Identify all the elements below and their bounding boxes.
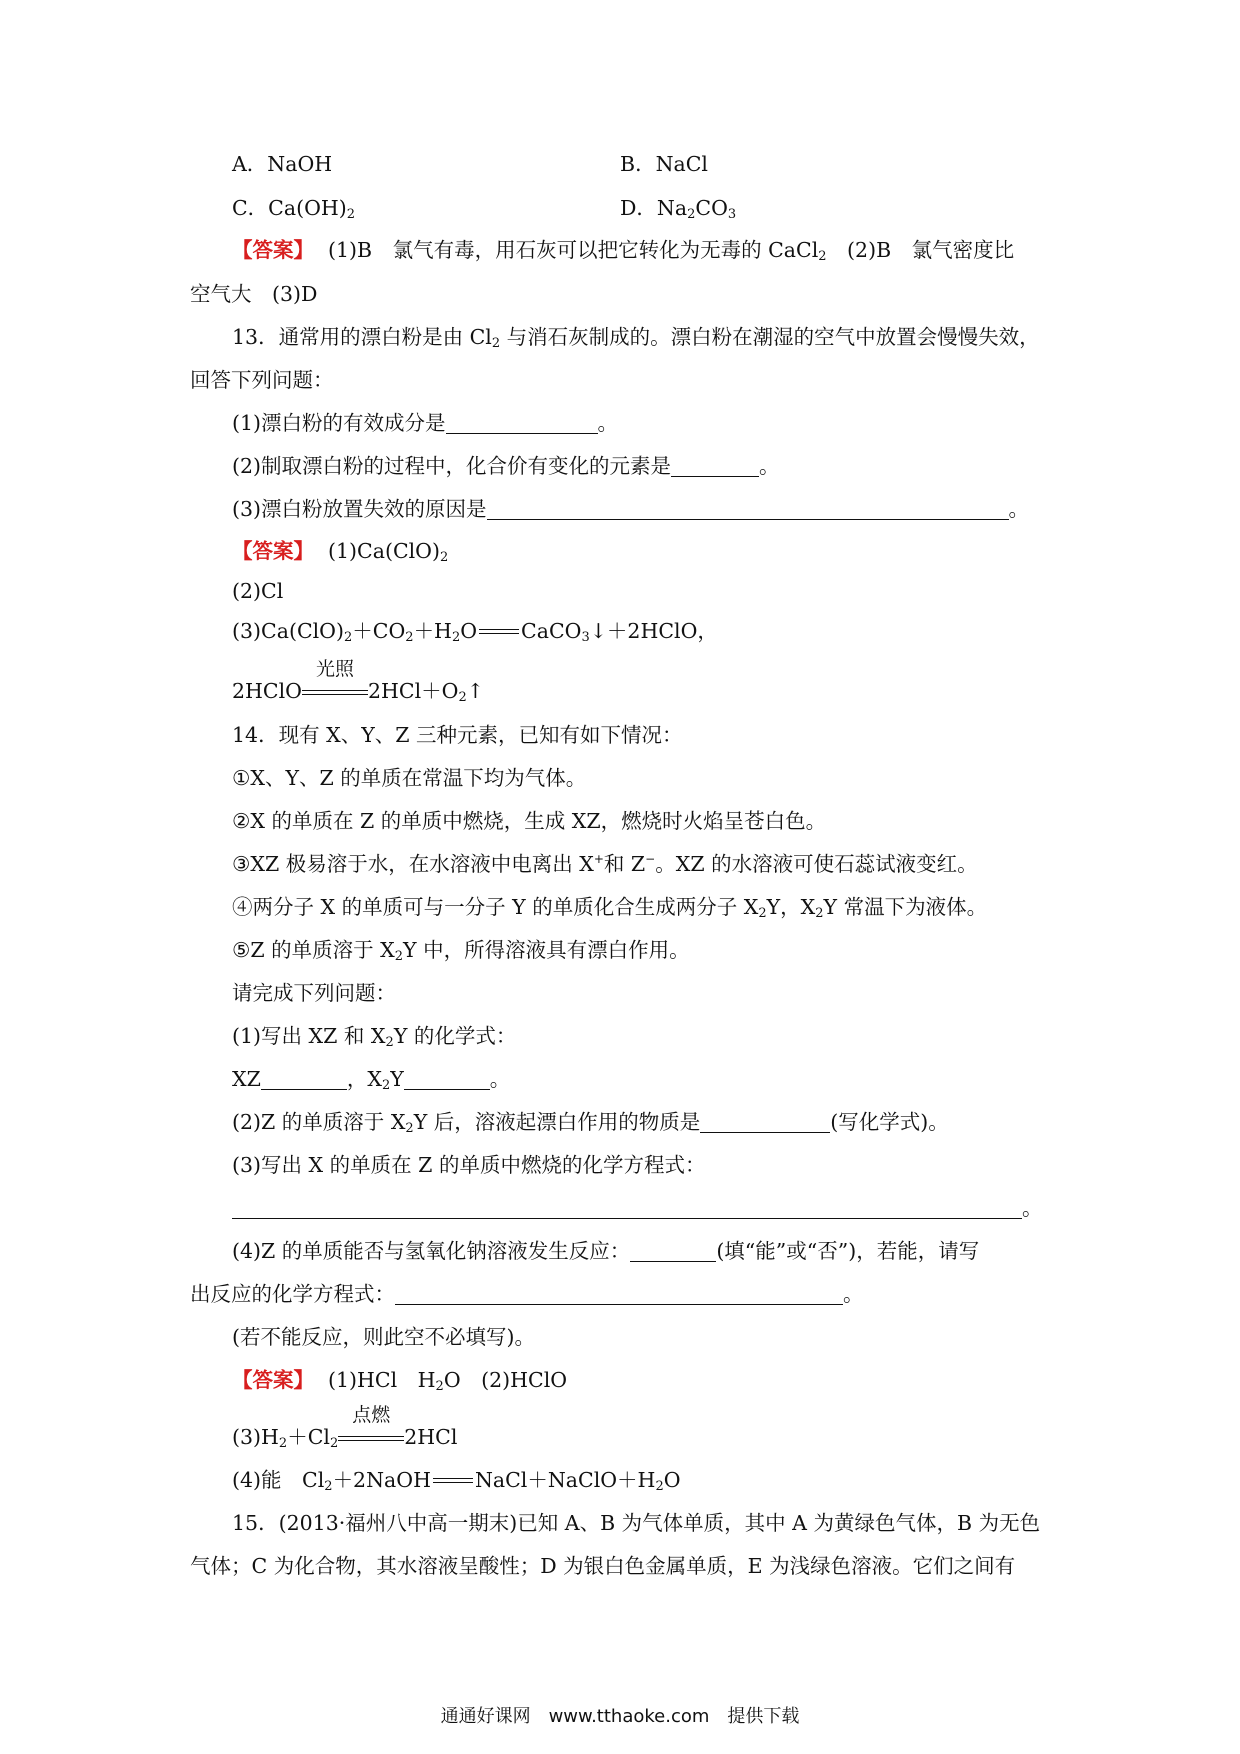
q12-option-c: C．$Ca(OH)_2$ (232, 196, 356, 222)
answer-tag: 【答案】 (232, 1368, 314, 1392)
q14-condition-5: ⑤Z 的单质溶于 $X_2Y$ 中，所得溶液具有漂白作用。 (232, 938, 690, 964)
q13-answer-1: 【答案】 $(1)Ca(ClO)_2$ (232, 539, 449, 565)
q13-answer-3: $(3)Ca(ClO)_2+CO_2+H_2O$ CaCO$_3$↓＋2HClO， (232, 619, 718, 645)
answer-tag: 【答案】 (232, 539, 314, 563)
answer-blank[interactable] (487, 499, 1009, 520)
q13-answer-2: (2)Cl (232, 579, 284, 603)
q15-line-2: 气体；C 为化合物，其水溶液呈酸性；D 为银白色金属单质，E 为浅绿色溶液。它们之间有 (190, 1554, 1016, 1578)
q14-answer-3: $(3)H_2+Cl_2$ 点燃 2HCl (232, 1404, 458, 1451)
q14-part-4-line: 出反应的化学方程式： 。 (190, 1282, 864, 1306)
q14-condition-4: ④两分子 X 的单质可与一分子 Y 的单质化合生成两分子 $X_2Y$，$X_2Y$ 常温下为液体。 (232, 895, 988, 921)
q15-line-1: 15．(2013·福州八中高一期末)已知 A、B 为气体单质，其中 A 为黄绿色气体，B 为无色 (232, 1511, 1041, 1535)
q14-request: 请完成下列问题： (232, 981, 396, 1005)
q13-stem-line-2: 回答下列问题： (190, 368, 334, 392)
q14-part-1: (1)写出 XZ 和 $X_2Y$ 的化学式： (232, 1024, 517, 1050)
answer-tag: 【答案】 (232, 238, 314, 262)
q14-answer-1: 【答案】 (1)HCl $H_2O$ (2)HClO (232, 1368, 568, 1394)
answer-blank[interactable] (671, 456, 759, 477)
answer-blank[interactable] (446, 413, 598, 434)
q14-part-1-blanks: XZ ，$X_2Y$ 。 (232, 1067, 511, 1093)
equals-sign (477, 617, 521, 645)
q14-stem: 14．现有 X、Y、Z 三种元素，已知有如下情况： (232, 723, 683, 747)
q14-condition-3: ③XZ 极易溶于水，在水溶液中电离出 X+和 Z−。XZ 的水溶液可使石蕊试液变红。 (232, 852, 978, 876)
q14-part-3-line: 。 (232, 1194, 1043, 1222)
reaction-condition: 点燃 (338, 1423, 404, 1451)
q14-answer-4: (4)能 $Cl_2+2NaOH$ $NaCl+NaClO+H_2O$ (232, 1468, 681, 1494)
q12-option-b: B．NaCl (620, 152, 708, 176)
q14-part-3: (3)写出 X 的单质在 Z 的单质中燃烧的化学方程式： (232, 1153, 706, 1177)
q13-part-3: (3)漂白粉放置失效的原因是 。 (232, 497, 1030, 521)
q13-part-2: (2)制取漂白粉的过程中，化合价有变化的元素是 。 (232, 454, 780, 478)
q13-answer-4: 2HClO 光照 $2HCl+O_2↑$ (232, 658, 484, 705)
q13-part-1: (1)漂白粉的有效成分是 。 (232, 411, 619, 435)
page-footer: 通通好课网 www.tthaoke.com 提供下载 (440, 1706, 800, 1727)
q14-part-2: (2)Z 的单质溶于 $X_2Y$ 后，溶液起漂白作用的物质是 (写化学式)。 (232, 1110, 949, 1136)
answer-blank[interactable] (395, 1284, 843, 1305)
q14-part-4-note: (若不能反应，则此空不必填写)。 (232, 1325, 535, 1349)
equals-sign (431, 1466, 475, 1494)
q12-option-d: D．$Na_2CO_3$ (620, 196, 737, 222)
q14-condition-1: ①X、Y、Z 的单质在常温下均为气体。 (232, 766, 587, 790)
q12-answer-line-2: 空气大 (3)D (190, 282, 318, 306)
q12-option-a: A．NaOH (232, 152, 333, 176)
q13-stem-line-1: 13．通常用的漂白粉是由 $Cl_2$ 与消石灰制成的。漂白粉在潮湿的空气中放置会慢慢失效， (232, 325, 1040, 351)
answer-blank[interactable] (700, 1112, 830, 1133)
q12-answer-line-1: 【答案】 (1)B 氯气有毒，用石灰可以把它转化为无毒的 CaCl$_2$ (2)B 氯气密度比 (232, 238, 1015, 264)
answer-blank[interactable] (630, 1241, 716, 1262)
q14-part-4: (4)Z 的单质能否与氢氧化钠溶液发生反应： (填“能”或“否”)，若能，请写 (232, 1239, 980, 1263)
answer-blank[interactable] (404, 1069, 490, 1090)
reaction-condition: 光照 (302, 677, 368, 705)
answer-blank[interactable] (232, 1198, 1022, 1219)
answer-blank[interactable] (261, 1069, 347, 1090)
q14-condition-2: ②X 的单质在 Z 的单质中燃烧，生成 XZ，燃烧时火焰呈苍白色。 (232, 809, 827, 833)
